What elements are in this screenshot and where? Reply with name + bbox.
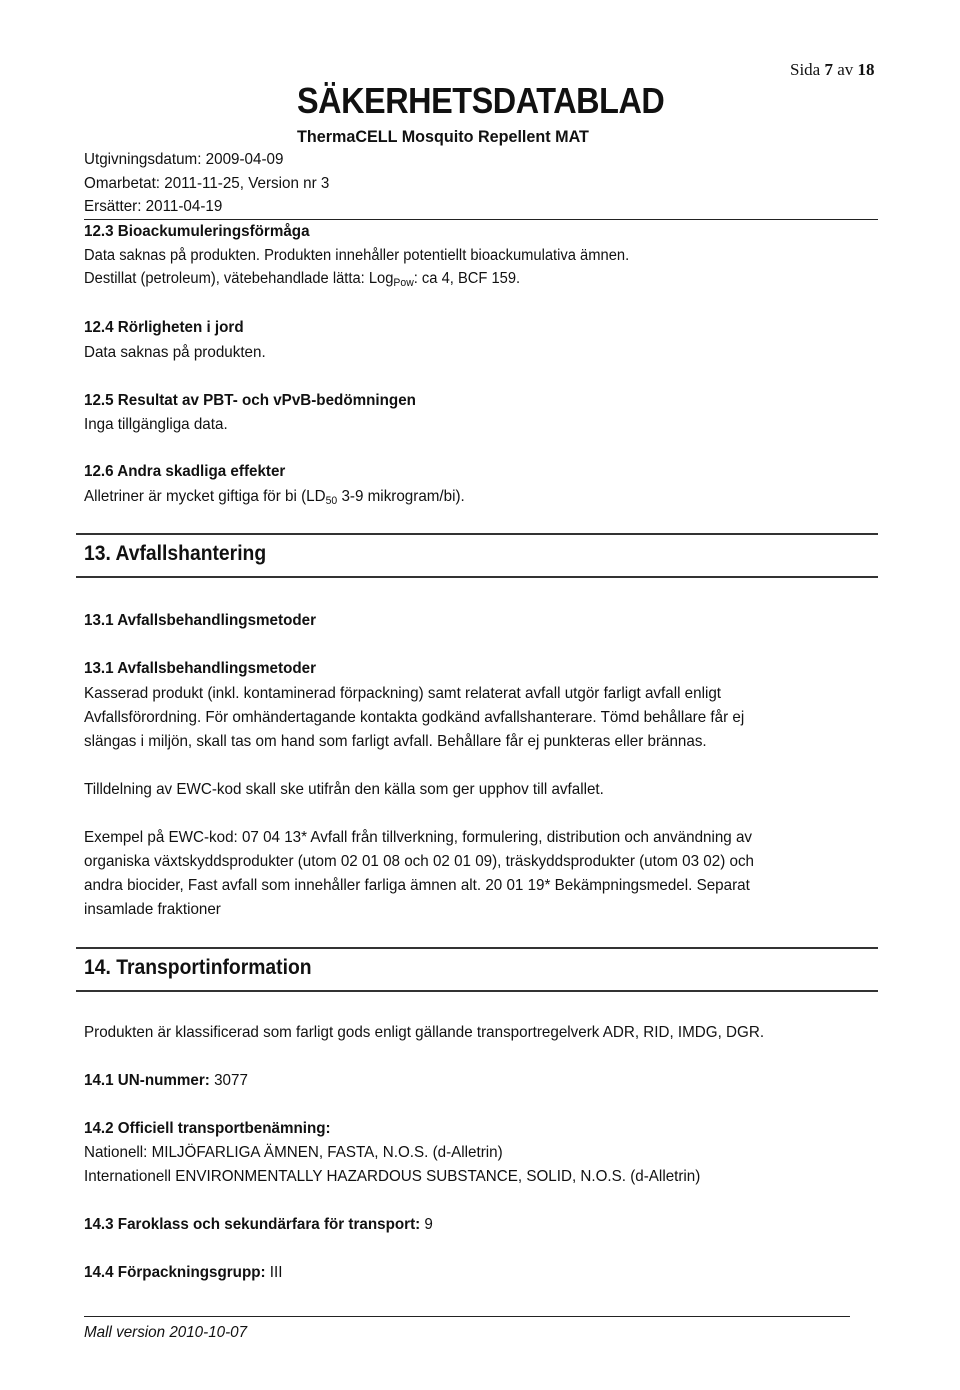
section-14-rule-bottom	[76, 990, 878, 992]
section-12-6-heading: 12.6 Andra skadliga effekter	[84, 463, 286, 480]
section-12-4-heading: 12.4 Rörligheten i jord	[84, 319, 244, 336]
section-13-rule-bottom	[76, 576, 878, 578]
page-number	[790, 60, 875, 80]
page-current: 7	[824, 60, 833, 79]
shipping-name-label: 14.2 Officiell transportbenämning:	[84, 1120, 331, 1137]
section-13-p3-line3: andra biocider, Fast avfall som innehåller farliga ämnen alt. 20 01 19* Bekämpningsmedel. Separat	[84, 877, 750, 894]
hazard-class	[84, 1216, 433, 1234]
section-13-1-heading: 13.1 Avfallsbehandlingsmetoder	[84, 612, 317, 629]
un-number-label: 14.1 UN-nummer:	[84, 1072, 210, 1089]
section-13-p1-line3: slängas i miljön, skall tas om hand som farligt avfall. Behållare får ej punkteras eller brännas.	[84, 733, 707, 750]
packing-group-value: III	[265, 1264, 283, 1281]
header-rule	[84, 219, 878, 220]
section-12-3-heading: 12.3 Bioackumuleringsförmåga	[84, 223, 310, 240]
section-12-3-line1: Data saknas på produkten. Produkten innehåller potentiellt bioackumulativa ämnen.	[84, 247, 630, 264]
template-version: Mall version 2010-10-07	[84, 1324, 248, 1341]
hazard-class-value: 9	[420, 1216, 433, 1233]
un-number-value: 3077	[209, 1072, 248, 1089]
section-12-4-text: Data saknas på produkten.	[84, 344, 266, 361]
section-12-3-line2: Destillat (petroleum), vätebehandlade lätta: Log$_{Pow}$: ca 4, BCF 159.	[84, 270, 521, 289]
packing-group-label: 14.4 Förpackningsgrupp:	[84, 1264, 266, 1281]
packing-group	[84, 1264, 282, 1282]
issue-date: Utgivningsdatum: 2009-04-09	[84, 151, 284, 168]
section-14-intro: Produkten är klassificerad som farligt gods enligt gällande transportregelverk ADR, RID, IMDG, DGR.	[84, 1024, 765, 1041]
page-total: 18	[857, 60, 875, 79]
section-14-rule-top	[76, 947, 878, 949]
section-13-rule-top	[76, 533, 878, 535]
section-13-p1-line2: Avfallsförordning. För omhändertagande kontakta godkänd avfallshanterare. Tömd behållare får ej	[84, 709, 745, 726]
section-12-6-text: Alletriner är mycket giftiga för bi ($LD_{50}$ 3-9 mikrogram/bi).	[84, 488, 465, 507]
shipping-name-national: Nationell: MILJÖFARLIGA ÄMNEN, FASTA, N.O.S. (d-Alletrin)	[84, 1144, 503, 1161]
section-12-5-heading: 12.5 Resultat av PBT- och vPvB-bedömningen	[84, 392, 416, 409]
section-13-1-heading-repeat: 13.1 Avfallsbehandlingsmetoder	[84, 660, 317, 677]
section-13-p1-line1: Kasserad produkt (inkl. kontaminerad förpackning) samt relaterat avfall utgör farligt avfall enligt	[84, 685, 722, 702]
section-13-p3-line2: organiska växtskyddsprodukter (utom 02 01 08 och 02 01 09), träskyddsprodukter (utom 03 02) och	[84, 853, 755, 870]
section-13-p3-line1: Exempel på EWC-kod: 07 04 13* Avfall från tillverkning, formulering, distribution och användning av	[84, 829, 753, 846]
page-label: Sida	[790, 60, 821, 79]
product-name: ThermaCELL Mosquito Repellent MAT	[297, 127, 589, 146]
section-14-heading: 14. Transportinformation	[84, 956, 312, 979]
replaces-date: Ersätter: 2011-04-19	[84, 198, 223, 215]
section-12-5-text: Inga tillgängliga data.	[84, 416, 228, 433]
document-title: SÄKERHETSDATABLAD	[297, 80, 665, 121]
section-13-heading: 13. Avfallshantering	[84, 542, 267, 565]
revised-date: Omarbetat: 2011-11-25, Version nr 3	[84, 175, 330, 192]
un-number	[84, 1072, 248, 1090]
footer-rule	[84, 1316, 850, 1317]
section-13-p2: Tilldelning av EWC-kod skall ske utifrån den källa som ger upphov till avfallet.	[84, 781, 604, 798]
hazard-class-label: 14.3 Faroklass och sekundärfara för transport:	[84, 1216, 421, 1233]
page-of: av	[837, 60, 854, 79]
shipping-name-international: Internationell ENVIRONMENTALLY HAZARDOUS SUBSTANCE, SOLID, N.O.S. (d-Alletrin)	[84, 1168, 701, 1185]
section-13-p3-line4: insamlade fraktioner	[84, 901, 221, 918]
